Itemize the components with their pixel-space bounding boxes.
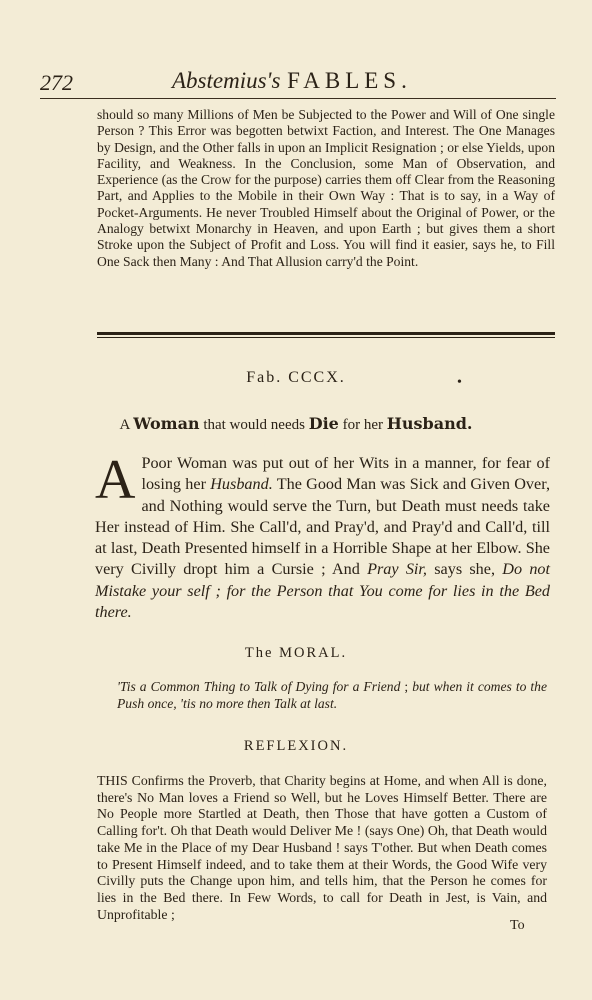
moral-text: 'Tis a Common Thing to Talk of Dying for a Friend ; but when it comes to the Push once, 'tis no more then Talk at last. [117, 679, 547, 711]
previous-reflexion-text: should so many Millions of Men be Subjected to the Power and Will of One single Person ? This Error was begotten betwixt Faction, and Interest. The One Manages by Design, and the Other falls in upon an Implicit Resignation ; or else Yields, upon Facility, and Weakness. In the Conclusion, some Man of Observation, and Experience (as the Crow for the purpose) carries them off Clear from the Reasoning Part, and Applies to the Mobile in their Own Way : That is to say, in a Way of Pocket-Arguments. He never Troubled Himself about the Original of Power, or the Analogy betwixt Monarchy in Heaven, and upon Earth ; but gives them a short Stroke upon the Subject of Profit and Loss. You will find it easier, says he, to Fill One Sack then Many : And That Allusion carry'd the Point. [97, 107, 555, 269]
header-rule [40, 98, 556, 99]
fable-subtitle: A Woman that would needs Die for her Husband. [119, 414, 473, 433]
subtitle-husband: Husband. [386, 414, 473, 433]
page-number: 272 [40, 70, 73, 95]
fable-story: A Poor Woman was put out of her Wits in a manner, for fear of losing her Husband. The Good Man was Sick and Given Over, and Nothing would serve the Turn, but Death must needs take Her instead of Him. She Call'd, and Pray'd, and Pray'd and Call'd, till at last, Death Presented himself in a Horrible Shape at her Elbow. She very Civilly dropt him a Cursie ; And Pray Sir, says she, Do not Mistake your self ; for the Person that You come for lies in the Bed there. [95, 449, 551, 622]
fable-number: Fab. CCCX. [246, 369, 346, 386]
running-title-author: Abstemius's [172, 68, 281, 93]
subtitle-die: Die [308, 414, 339, 433]
reflexion-heading: REFLEXION. [243, 738, 349, 754]
drop-cap: A [95, 449, 136, 511]
section-divider [97, 332, 555, 335]
running-title [172, 68, 412, 94]
moral-heading: The MORAL. [244, 645, 348, 661]
section-divider-thin [97, 337, 555, 338]
ink-dot: • [457, 375, 462, 390]
catchword: To [510, 918, 525, 933]
reflexion-text: THIS Confirms the Proverb, that Charity begins at Home, and when All is done, there's No Man loves a Friend so Well, but he Loves Himself Better. There are No People more Startled at Death, then Those that have gotten a Custom of Calling for't. Oh that Death would Deliver Me ! (says One) Oh, that Death would take Me in the Place of my Dear Husband ! says T'other. But when Death comes to Present Himself indeed, and to take them at their Words, the Good Wife very Civilly puts the Change upon him, and tells him, that the Person he comes for lies in the Bed there. In Few Words, to call for Death in Jest, is Vain, and Unprofitable ; [97, 773, 547, 922]
subtitle-woman: Woman [133, 414, 200, 433]
page-header [40, 66, 556, 100]
running-title-fables: FABLES. [287, 68, 412, 93]
